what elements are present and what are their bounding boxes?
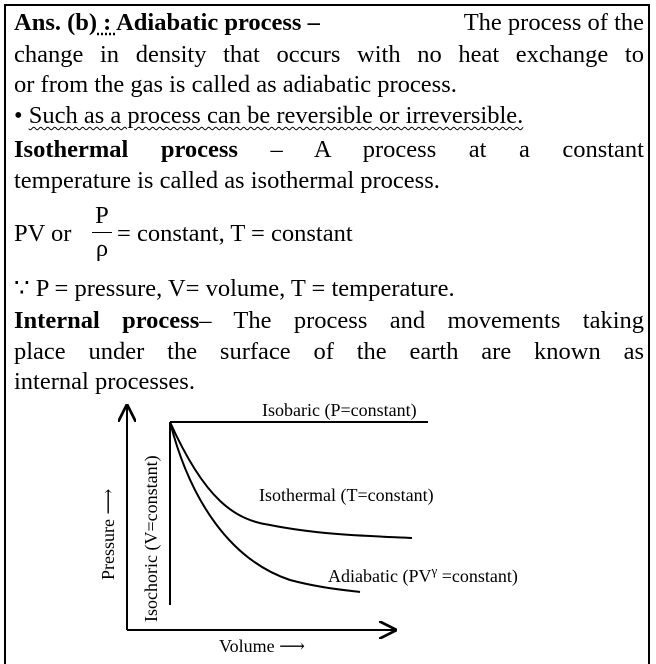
internal-line-2: place under the surface of the earth are known as	[14, 338, 644, 365]
internal-line-3: internal processes.	[14, 368, 195, 395]
adiabatic-term: Adiabatic process –	[116, 9, 320, 36]
answer-line-3: or from the gas is called as adiabatic process.	[14, 71, 457, 98]
fraction-numerator: P	[95, 202, 109, 229]
isothermal-term: Isothermal process	[14, 136, 238, 163]
isothermal-line-2: temperature is called as isothermal process.	[14, 167, 440, 194]
variable-definitions: P = pressure, V= volume, T = temperature.	[35, 275, 455, 302]
adiabatic-label: Adiabatic ($PV^\gamma$ =constant)	[328, 563, 518, 586]
formula-right: = constant, T = constant	[117, 220, 353, 247]
x-axis-label: Volume ⟶	[219, 636, 305, 656]
isothermal-line-1-rest: – A process at a constant	[237, 136, 644, 163]
answer-line-2: change in density that occurs with no heat exchange to	[14, 41, 644, 68]
answer-colon: :	[97, 9, 117, 36]
answer-label: Ans. (b)	[14, 9, 98, 36]
formula-left: PV or	[14, 220, 72, 247]
isobaric-label: Isobaric (P=constant)	[262, 400, 417, 420]
isothermal-curve	[170, 422, 412, 538]
isothermal-label: Isothermal (T=constant)	[259, 485, 434, 505]
reversible-note: Such as a process can be reversible or irreversible.	[28, 102, 524, 129]
since-symbol: ∵	[14, 275, 30, 302]
fraction-denominator: ρ	[95, 235, 109, 262]
y-axis-label: Pressure ⟶	[98, 488, 118, 580]
isochoric-label: Isochoric (V=constant)	[141, 455, 161, 622]
answer-line-1-rest: The process of the	[463, 9, 644, 36]
internal-line-1-rest: – The process and movements taking	[199, 307, 644, 334]
internal-term: Internal process	[14, 307, 200, 334]
bullet: •	[14, 102, 23, 129]
